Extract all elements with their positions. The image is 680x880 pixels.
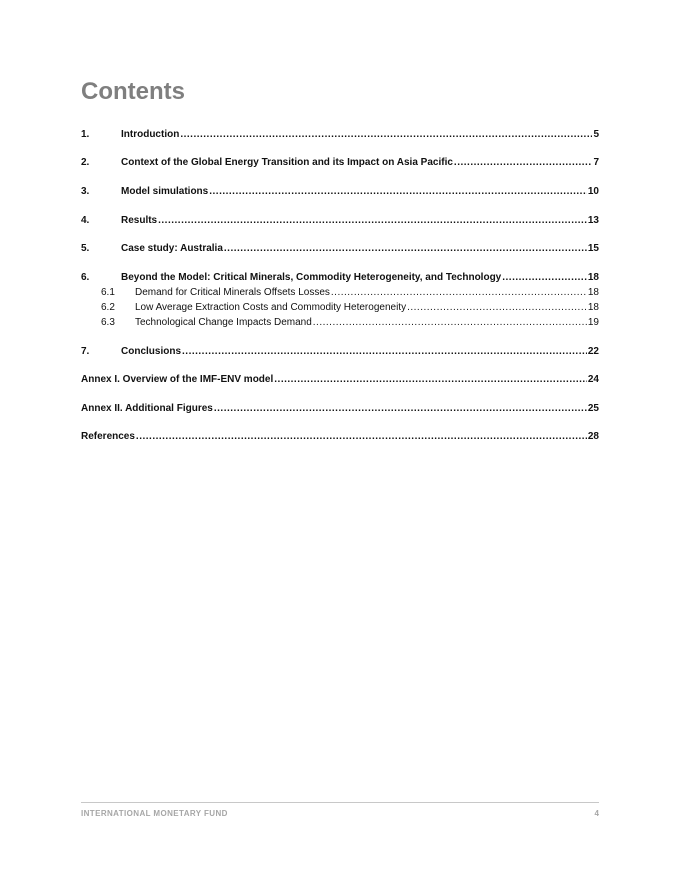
- toc-leader: [313, 316, 587, 330]
- toc-entry-annex-2[interactable]: [81, 402, 599, 416]
- toc-number: 7.: [81, 346, 90, 357]
- toc-title: Results: [121, 215, 158, 226]
- toc-title: Beyond the Model: Critical Minerals, Commodity Heterogeneity, and Technology: [121, 272, 502, 283]
- toc-page: 28: [587, 431, 599, 442]
- toc-page: 22: [587, 346, 599, 357]
- toc-leader: [274, 373, 587, 387]
- toc-page: 18: [587, 302, 599, 313]
- toc-page: 13: [587, 215, 599, 226]
- toc-leader: [182, 345, 587, 359]
- toc-leader: [214, 402, 587, 416]
- toc-leader: [136, 430, 587, 444]
- toc-entry-beyond-the-model[interactable]: [81, 271, 599, 285]
- page-title: Contents: [81, 78, 185, 105]
- toc-title: Context of the Global Energy Transition and its Impact on Asia Pacific: [121, 157, 453, 168]
- toc-title: Technological Change Impacts Demand: [135, 317, 312, 328]
- toc-subentry-extraction-costs[interactable]: [81, 301, 599, 315]
- toc-subentry-technological-change[interactable]: [81, 316, 599, 330]
- toc-number: 2.: [81, 157, 90, 168]
- toc-page: 5: [593, 129, 599, 140]
- toc-number: 6.: [81, 272, 90, 283]
- toc-title: Annex I. Overview of the IMF-ENV model: [81, 374, 274, 385]
- toc-entry-references[interactable]: [81, 430, 599, 444]
- toc-number: 6.3: [101, 317, 115, 328]
- toc-page: 25: [587, 403, 599, 414]
- footer-divider: [81, 802, 599, 803]
- toc-leader: [158, 214, 587, 228]
- toc-title: Model simulations: [121, 186, 209, 197]
- toc-page: 15: [587, 243, 599, 254]
- toc-title: Introduction: [121, 129, 180, 140]
- footer-organization: INTERNATIONAL MONETARY FUND: [81, 809, 228, 818]
- toc-title: Case study: Australia: [121, 243, 223, 254]
- toc-page: 19: [587, 317, 599, 328]
- toc-page: 24: [587, 374, 599, 385]
- toc-leader: [224, 242, 587, 256]
- toc-page: 7: [593, 157, 599, 168]
- toc-entry-results[interactable]: [81, 214, 599, 228]
- toc-number: 1.: [81, 129, 90, 140]
- toc-leader: [502, 271, 587, 285]
- toc-number: 4.: [81, 215, 90, 226]
- toc-entry-introduction[interactable]: [81, 128, 599, 142]
- toc-subentry-critical-minerals[interactable]: [81, 286, 599, 300]
- toc-entry-annex-1[interactable]: [81, 373, 599, 387]
- toc-leader: [209, 185, 587, 199]
- toc-page: 18: [587, 287, 599, 298]
- toc-page: 18: [587, 272, 599, 283]
- toc-number: 5.: [81, 243, 90, 254]
- toc-leader: [407, 301, 587, 315]
- toc-title: Annex II. Additional Figures: [81, 403, 213, 414]
- toc-title: References: [81, 431, 135, 442]
- toc-entry-case-study[interactable]: [81, 242, 599, 256]
- toc-leader: [331, 286, 587, 300]
- toc-number: 3.: [81, 186, 90, 197]
- toc-title: Low Average Extraction Costs and Commodity Heterogeneity: [135, 302, 407, 313]
- toc-number: 6.2: [101, 302, 115, 313]
- toc-title: Demand for Critical Minerals Offsets Losses: [135, 287, 330, 298]
- toc-number: 6.1: [101, 287, 115, 298]
- toc-page: 10: [587, 186, 599, 197]
- toc-entry-model-simulations[interactable]: [81, 185, 599, 199]
- toc-leader: [454, 156, 593, 170]
- toc-entry-context[interactable]: [81, 156, 599, 170]
- toc-entry-conclusions[interactable]: [81, 345, 599, 359]
- toc-leader: [180, 128, 592, 142]
- toc-title: Conclusions: [121, 346, 182, 357]
- footer-page-number: 4: [594, 809, 599, 818]
